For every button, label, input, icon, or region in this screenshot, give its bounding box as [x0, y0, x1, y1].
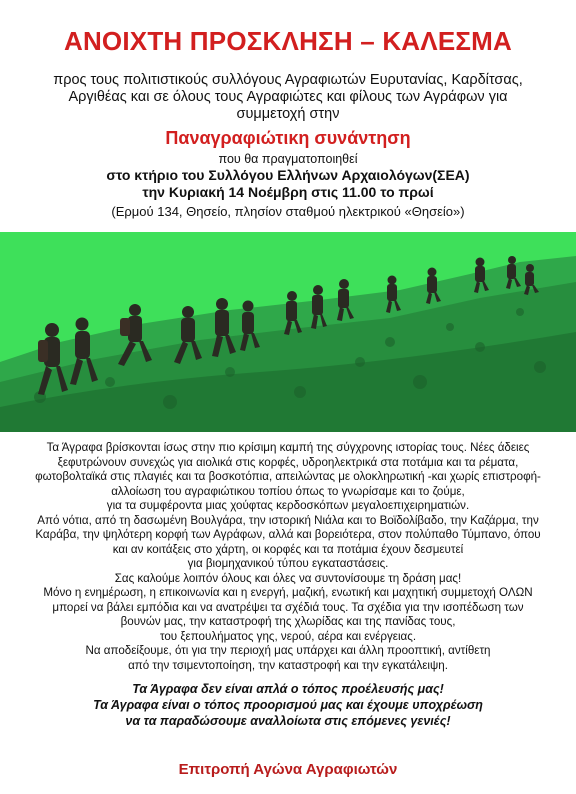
body-line: Καράβα, την ψηλότερη κορφή των Αγράφων, αλλά και βορειότερα, στον πολύπαθο Τύμπανο, όπου [35, 528, 541, 541]
body-line: μπορεί να βάλει εμπόδια και να ανατρέψει τα σχέδιά τους. Τα σχέδια για την ισοπέδωση των [52, 600, 524, 614]
event-name: Παναγραφιώτικη συνάντηση [165, 128, 411, 148]
body-line: Τα Άγραφα βρίσκονται ίσως στην πιο κρίσιμη καμπή της σύγχρονης ιστορίας τους. Νέες άδειες [46, 441, 530, 454]
body-line: Να αποδείξουμε, ότι για την περιοχή μας υπάρχει και άλλη προοπτική, αντίθετη [85, 644, 491, 657]
body-line: βουνών μας, την καταστροφή της χλωρίδας και της πανίδας τους, [120, 615, 456, 628]
closing-statement [20, 681, 556, 729]
body-line: Σας καλούμε λοιπόν όλους και όλες να συντονίσουμε τη δράση μας! [114, 571, 462, 585]
event-datetime: την Κυριακή 14 Νοέμβρη στις 11.00 το πρωί [142, 184, 434, 200]
intro-line: συμμετοχή στην [236, 106, 340, 122]
body-line: και αν κοιτάξεις στο χάρτη, οι κορφές και τα ποτάμια έχουν δεσμευτεί [112, 542, 464, 556]
intro-line: προς τους πολιτιστικούς συλλόγους Αγραφιωτών Ευρυτανίας, Καρδίτσας, [53, 72, 523, 88]
body-line: για τα συμφέροντα μιας χούφτας κερδοσκόπων μεγαλοεπιχειρηματιών. [106, 499, 470, 512]
intro-text [20, 72, 556, 123]
closing-line: να τα παραδώσουμε αναλλοίωτα στις επόμενες γενιές! [125, 714, 451, 728]
body-line: Από νότια, από τη δασωμένη Βουλγάρα, την ιστορική Νιάλα και το Βοϊδολίβαδο, την Καζάρμα, την [37, 513, 539, 527]
closing-line: Τα Άγραφα δεν είναι απλά ο τόπος προέλευσής μας! [132, 682, 444, 696]
signature: Επιτροπή Αγώνα Αγραφιωτών [178, 761, 398, 778]
body-line: φωτοβολταϊκά στις πλαγιές και τα βοσκοτόπια, απειλώντας με ολοκληρωτική -και χωρίς επιστροφή- [35, 470, 541, 483]
event-detail-line: που θα πραγματοποιηθεί [218, 152, 358, 166]
event-address: (Ερμού 134, Θησείο, πλησίον σταθμού ηλεκτρικού «Θησείο») [111, 204, 465, 219]
closing-line: Τα Άγραφα είναι ο τόπος προορισμού μας και έχουμε υποχρέωση [93, 698, 483, 712]
event-venue: στο κτήριο του Συλλόγου Ελλήνων Αρχαιολόγων(ΣΕΑ) [106, 167, 470, 183]
page-title: ΑΝΟΙΧΤΗ ΠΡΟΣΚΛΗΣΗ – ΚΑΛΕΣΜΑ [63, 26, 513, 56]
body-line: του ξεπουλήματος γης, νερού, αέρα και ενέργειας. [159, 629, 417, 643]
hikers-illustration [0, 232, 576, 432]
body-line: από την τσιμεντοποίηση, την καταστροφή και την εγκατάλειψη. [128, 658, 448, 672]
body-line: Μόνο η ενημέρωση, η επικοινωνία και η ενεργή, μαζική, ενωτική και μαχητική συμμετοχή ΟΛΩΝ [43, 586, 533, 599]
hikers-on-mountain-image [0, 232, 576, 432]
intro-line: Αργιθέας και σε όλους τους Αγραφιώτες και φίλους των Αγράφων για [68, 89, 508, 105]
body-text [30, 441, 546, 673]
body-line: ξεφυτρώνουν συνεχώς για αιολικά στις κορφές, υδροηλεκτρικά στα ποτάμια και τα ρέματα, [57, 455, 519, 469]
body-line: για βιομηχανικού τύπου εγκαταστάσεις. [187, 557, 389, 570]
body-line: αλλοίωση του αγραφιώτικου τοπίου όπως το γνωρίσαμε και το ζούμε, [111, 484, 465, 498]
